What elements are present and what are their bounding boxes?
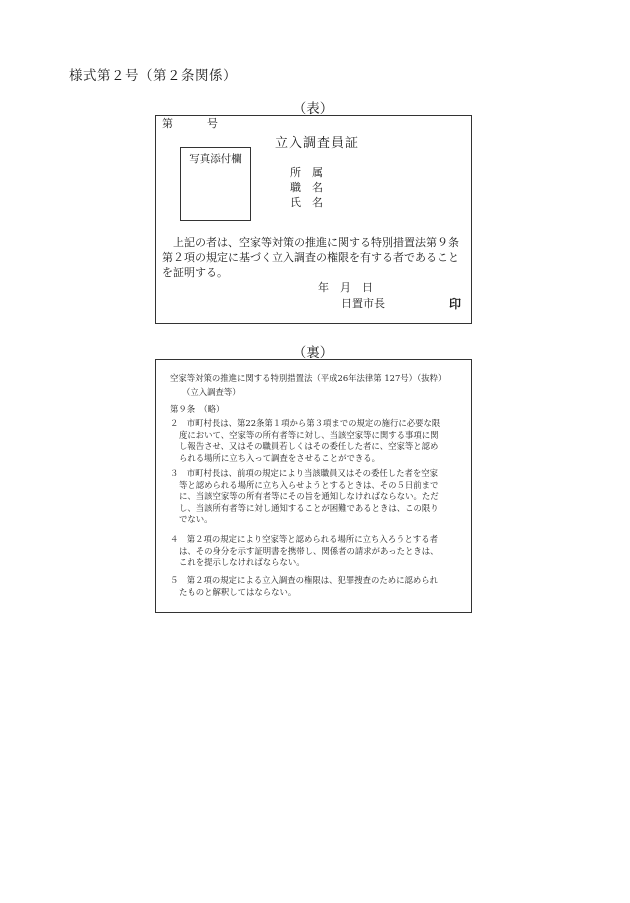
article-number: 第９条 （略）: [170, 404, 225, 414]
certification-line: 第２項の規定に基づく立入調査の権限を有する者であること: [162, 251, 459, 264]
certification-line: 上記の者は、空家等対策の推進に関する特別措置法第９条: [173, 236, 459, 249]
number-prefix: 第: [162, 117, 173, 130]
photo-label: 写真添付欄: [189, 153, 242, 165]
seal-mark: 印: [449, 297, 462, 311]
paragraph-line: たものと解釈してはならない。: [179, 586, 297, 597]
paragraph-line: し、当該所有者等に対し通知することが困難であるときは、この限り: [179, 502, 439, 513]
certificate-front: [155, 115, 472, 324]
paragraph-5: [170, 575, 438, 598]
paragraph-line: に、当該空家等の所有者等にその旨を通知しなければならない。ただ: [179, 491, 439, 502]
paragraph-line: られる場所に立ち入って調査をさせることができる。: [179, 452, 380, 463]
front-side-label: （表）: [292, 101, 334, 117]
paragraph-line: これを提示しなければならない。: [179, 557, 305, 568]
paragraph-line: ３ 市町村長は、前項の規定により当該職員又はその委任した者を空家: [170, 468, 438, 478]
section-heading: （立入調査等）: [182, 387, 241, 397]
paragraph-line: 度において、空家等の所有者等に対し、当該空家等に関する事項に関: [179, 429, 439, 440]
field-position: 職 名: [290, 181, 323, 194]
paragraph-2: [170, 418, 440, 464]
back-side-label: （裏）: [292, 345, 334, 361]
field-name: 氏 名: [290, 196, 323, 209]
paragraph-line: は、その身分を示す証明書を携帯し、関係者の請求があったときは、: [179, 545, 439, 556]
paragraph-line: ２ 市町村長は、第22条第１項から第３項までの規定の施行に必要な限: [170, 418, 441, 428]
paragraph-line: 等と認められる場所に立ち入らせようとするときは、その５日前まで: [179, 479, 439, 490]
paragraph-line: でない。: [179, 514, 213, 525]
paragraph-3: [170, 468, 439, 526]
paragraph-line: ５ 第２項の規定による立入調査の権限は、犯罪捜査のために認められ: [170, 575, 438, 585]
law-title: 空家等対策の推進に関する特別措置法（平成26年法律第 127号）（抜粋）: [170, 373, 447, 383]
issuer: 日置市長: [341, 297, 385, 310]
number-suffix: 号: [207, 117, 218, 130]
certification-text: [162, 235, 467, 280]
form-title: 様式第２号（第２条関係）: [69, 68, 237, 84]
paragraph-line: ４ 第２項の規定により空家等と認められる場所に立ち入ろうとする者: [170, 534, 438, 544]
paragraph-line: し報告させ、又はその職員若しくはその委任した者に、空家等と認め: [179, 441, 439, 452]
field-affiliation: 所 属: [290, 166, 323, 179]
photo-box: [180, 147, 251, 221]
certificate-back: [155, 359, 472, 613]
certification-line: を証明する。: [162, 266, 228, 279]
card-title: 立入調査員証: [275, 136, 360, 151]
date-line: 年 月 日: [318, 281, 373, 294]
paragraph-4: [170, 534, 439, 569]
